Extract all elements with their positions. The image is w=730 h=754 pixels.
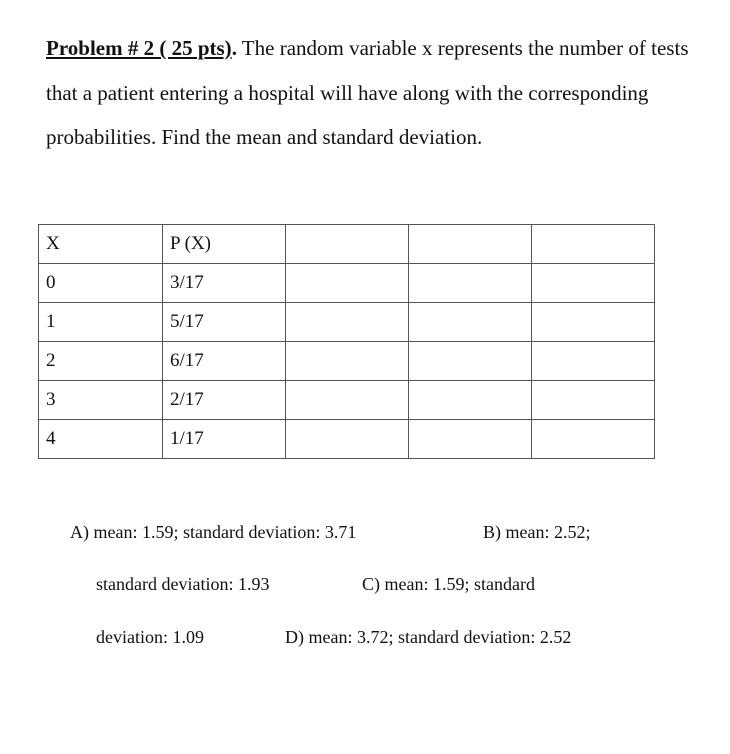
probability-table	[38, 224, 655, 459]
option-b-text: B) mean: 2.52;	[483, 522, 591, 542]
header-cell-empty	[409, 225, 532, 264]
header-cell-x: X	[39, 225, 163, 264]
cell-empty	[409, 381, 532, 420]
table-row	[39, 264, 655, 303]
cell-empty	[532, 264, 655, 303]
table-header-row	[39, 225, 655, 264]
cell-empty	[286, 303, 409, 342]
option-c-text: C) mean: 1.59; standard	[362, 574, 535, 594]
cell-x: 3	[39, 381, 163, 420]
cell-x: 0	[39, 264, 163, 303]
option-d-text: D) mean: 3.72; standard deviation: 2.52	[285, 627, 572, 647]
cell-empty	[286, 264, 409, 303]
cell-empty	[532, 342, 655, 381]
cell-empty	[409, 342, 532, 381]
cell-empty	[286, 420, 409, 459]
header-cell-empty	[286, 225, 409, 264]
cell-empty	[286, 381, 409, 420]
header-cell-empty	[532, 225, 655, 264]
problem-label: Problem # 2 ( 25 pts)	[46, 36, 232, 60]
cell-px: 2/17	[163, 381, 286, 420]
cell-empty	[532, 420, 655, 459]
table-row	[39, 420, 655, 459]
table-row	[39, 381, 655, 420]
problem-text: The random variable x represents the number of tests that a patient entering a hospital will have along with the corresponding probabilities. Find the mean and standard deviation.	[46, 36, 689, 149]
cell-x: 2	[39, 342, 163, 381]
header-cell-px: P (X)	[163, 225, 286, 264]
cell-px: 5/17	[163, 303, 286, 342]
cell-empty	[532, 381, 655, 420]
cell-empty	[286, 342, 409, 381]
cell-px: 3/17	[163, 264, 286, 303]
problem-statement	[46, 26, 706, 160]
problem-label-period: .	[231, 36, 237, 60]
cell-empty	[409, 303, 532, 342]
option-c-continued-text: deviation: 1.09	[96, 627, 204, 647]
option-b-continued-text: standard deviation: 1.93	[96, 574, 270, 594]
cell-x: 1	[39, 303, 163, 342]
cell-x: 4	[39, 420, 163, 459]
cell-empty	[409, 420, 532, 459]
cell-px: 6/17	[163, 342, 286, 381]
option-a-text: A) mean: 1.59; standard deviation: 3.71	[70, 522, 357, 542]
cell-empty	[532, 303, 655, 342]
table-row	[39, 303, 655, 342]
cell-empty	[409, 264, 532, 303]
table-row	[39, 342, 655, 381]
cell-px: 1/17	[163, 420, 286, 459]
